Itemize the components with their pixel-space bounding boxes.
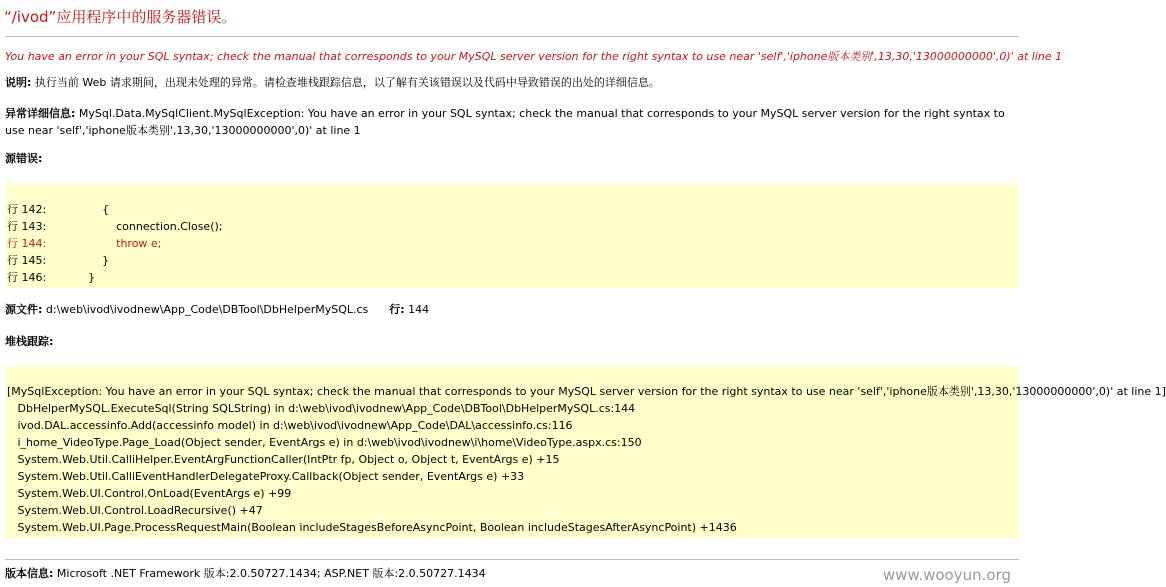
stack-line: System.Web.Util.CalliHelper.EventArgFunctionCaller(IntPtr fp, Object o, Object t, EventArgs e) +15	[7, 453, 560, 466]
source-code-box	[5, 184, 1019, 288]
version-info-text: Microsoft .NET Framework 版本:2.0.50727.1434; ASP.NET 版本:2.0.50727.1434	[56, 567, 486, 580]
description-label: 说明:	[5, 76, 32, 89]
exception-details	[5, 105, 1015, 139]
version-info	[5, 565, 1015, 582]
stack-line: i_home_VideoType.Page_Load(Object sender, EventArgs e) in d:\web\ivod\ivodnew\i\home\VideoType.aspx.cs:150	[7, 436, 642, 449]
source-line-highlighted: 行 144: throw e;	[7, 237, 162, 250]
page-title: “/ivod”应用程序中的服务器错误。	[4, 8, 237, 26]
source-line: 行 142: {	[7, 203, 110, 216]
source-file	[5, 301, 1015, 318]
stack-line: System.Web.Util.CalliEventHandlerDelegateProxy.Callback(Object sender, EventArgs e) +33	[7, 470, 525, 483]
divider-top	[5, 36, 1019, 37]
source-error-heading: 源错误:	[5, 152, 43, 165]
exception-details-text: MySql.Data.MySqlClient.MySqlException: You have an error in your SQL syntax; check the manual that corresponds to your MySQL server version for the right syntax to use near 'self','iphone版本类别',13,30,'13000000000',0)' at line 1	[5, 107, 1005, 137]
stack-line: DbHelperMySQL.ExecuteSql(String SQLString) in d:\web\ivod\ivodnew\App_Code\DBTool\DbHelperMySQL.cs:144	[7, 402, 636, 415]
stack-line: System.Web.UI.Page.ProcessRequestMain(Boolean includeStagesBeforeAsyncPoint, Boolean includeStagesAfterAsyncPoint) +1436	[7, 521, 737, 534]
description-text: 执行当前 Web 请求期间，出现未处理的异常。请检查堆栈跟踪信息，以了解有关该错误以及代码中导致错误的出处的详细信息。	[34, 76, 660, 89]
error-message: You have an error in your SQL syntax; check the manual that corresponds to your MySQL server version for the right syntax to use near 'self','iphone版本类别',13,30,'13000000000',0)' at line 1	[5, 50, 1063, 63]
source-line: 行 143: connection.Close();	[7, 220, 223, 233]
source-file-path: d:\web\ivod\ivodnew\App_Code\DBTool\DbHelperMySQL.cs	[45, 303, 369, 316]
source-line: 行 146: }	[7, 271, 96, 284]
source-file-label: 源文件:	[5, 303, 43, 316]
stack-line: System.Web.UI.Control.LoadRecursive() +47	[7, 504, 263, 517]
description	[5, 74, 1015, 91]
stack-line: System.Web.UI.Control.OnLoad(EventArgs e) +99	[7, 487, 292, 500]
source-line-number: 144	[408, 303, 430, 316]
stack-trace-heading: 堆栈跟踪:	[5, 335, 54, 348]
stack-line: [MySqlException: You have an error in your SQL syntax; check the manual that corresponds to your MySQL server version for the right syntax to use near 'self','iphone版本类别',13,30,'13000000000',0)' at line 1]	[7, 385, 1166, 398]
source-line-label: 行:	[389, 303, 405, 316]
watermark: www.wooyun.org	[882, 566, 1011, 584]
stack-trace-box	[5, 366, 1166, 538]
exception-details-label: 异常详细信息:	[5, 107, 76, 120]
source-line: 行 145: }	[7, 254, 110, 267]
stack-line: ivod.DAL.accessinfo.Add(accessinfo model) in d:\web\ivod\ivodnew\App_Code\DAL\accessinfo.cs:116	[7, 419, 573, 432]
divider-bottom	[5, 559, 1019, 560]
version-info-label: 版本信息:	[5, 567, 54, 580]
